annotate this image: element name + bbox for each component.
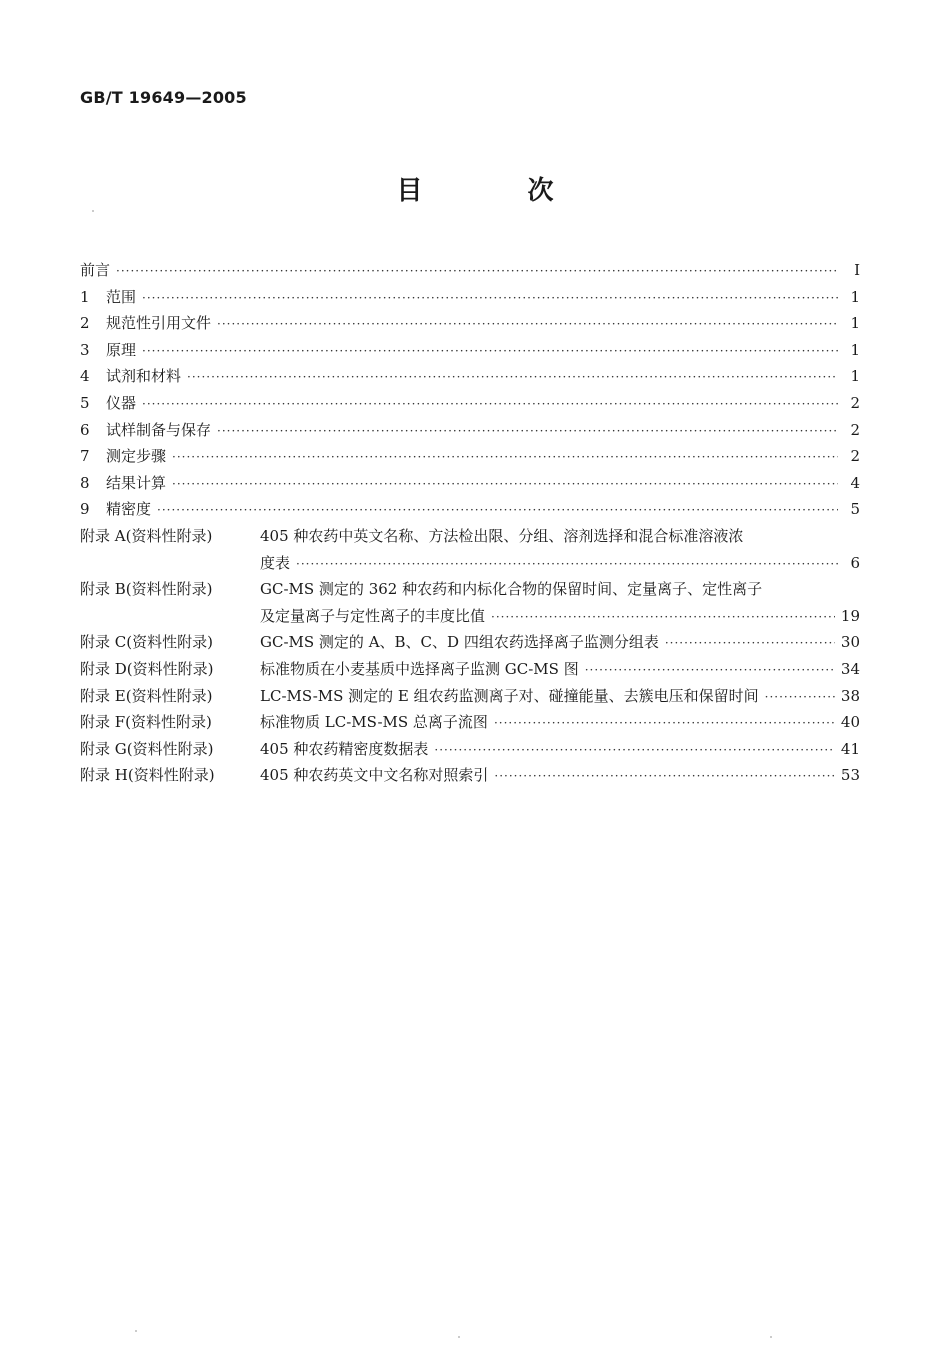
toc-entry-chapter-7[interactable] (80, 443, 860, 470)
toc-entry-annex-d[interactable] (80, 656, 860, 683)
dot-leader (585, 657, 835, 684)
toc-number: 4 (80, 367, 90, 386)
toc-label: 度表 (260, 553, 291, 572)
toc-page-number: 1 (850, 314, 860, 333)
toc-entry-annex-b[interactable] (80, 576, 860, 603)
toc-label: LC-MS-MS 测定的 E 组农药监测离子对、碰撞能量、去簇电压和保留时间 (260, 686, 759, 705)
toc-label: GC-MS 测定的 362 种农药和内标化合物的保留时间、定量离子、定性离子 (260, 580, 763, 599)
toc-number: 8 (80, 473, 90, 492)
toc-entry-annex-c[interactable] (80, 629, 860, 656)
toc-number: 5 (80, 393, 90, 412)
toc-number: 9 (80, 500, 90, 519)
toc-number: 2 (80, 314, 90, 333)
toc-label: 标准物质 LC-MS-MS 总离子流图 (260, 713, 488, 732)
toc-page-number: 30 (840, 633, 860, 652)
scan-speck (92, 210, 94, 212)
dot-leader (157, 497, 838, 524)
standard-code: GB/T 19649—2005 (80, 88, 247, 107)
toc-page-number: 41 (840, 739, 860, 758)
toc-label: 测定步骤 (106, 447, 167, 466)
toc-entry-preface[interactable] (80, 257, 860, 284)
toc-page-number: 5 (850, 500, 860, 519)
toc-entry-annex-a-continued[interactable] (80, 550, 860, 577)
toc-entry-chapter-5[interactable] (80, 390, 860, 417)
toc-page-number: 1 (850, 367, 860, 386)
toc-page-number: 34 (840, 659, 860, 678)
toc-label: 标准物质在小麦基质中选择离子监测 GC-MS 图 (260, 659, 579, 678)
dot-leader (491, 604, 835, 631)
toc-entry-chapter-6[interactable] (80, 417, 860, 444)
scan-speck (770, 1336, 772, 1338)
toc-entry-annex-g[interactable] (80, 736, 860, 763)
scan-speck (458, 1336, 460, 1338)
dot-leader (172, 444, 838, 471)
annex-prefix: 附录 C(资料性附录) (80, 633, 213, 652)
dot-leader (296, 551, 838, 578)
toc-number: 3 (80, 340, 90, 359)
toc-entry-chapter-2[interactable] (80, 310, 860, 337)
toc-label: 规范性引用文件 (106, 314, 212, 333)
dot-leader (187, 364, 838, 391)
toc-page-number: 40 (840, 713, 860, 732)
dot-leader (172, 471, 838, 498)
annex-prefix: 附录 D(资料性附录) (80, 659, 214, 678)
toc-page-number: 53 (840, 766, 860, 785)
dot-leader (765, 684, 835, 711)
toc-page-number: 2 (850, 393, 860, 412)
toc-label: 仪器 (106, 393, 137, 412)
annex-prefix: 附录 F(资料性附录) (80, 713, 212, 732)
toc-page-number: 4 (850, 473, 860, 492)
dot-leader (665, 630, 835, 657)
dot-leader (142, 391, 838, 418)
toc-label: 范围 (106, 287, 137, 306)
toc-number: 7 (80, 447, 90, 466)
toc-page-number: 1 (850, 340, 860, 359)
toc-entry-chapter-3[interactable] (80, 337, 860, 364)
toc-entry-annex-h[interactable] (80, 762, 860, 789)
scan-speck (135, 1330, 137, 1332)
toc-page-number: 2 (850, 420, 860, 439)
toc-entry-chapter-9[interactable] (80, 496, 860, 523)
toc-number: 1 (80, 287, 90, 306)
toc-page-number: 2 (850, 447, 860, 466)
toc-label: 原理 (106, 340, 137, 359)
toc-label: 前言 (80, 261, 111, 279)
toc-page-number: 19 (840, 606, 860, 625)
toc-entry-chapter-4[interactable] (80, 363, 860, 390)
toc-label: 精密度 (106, 500, 152, 519)
toc-page-number: 6 (850, 553, 860, 572)
toc-label: 405 种农药英文中文名称对照索引 (260, 766, 489, 785)
dot-leader (116, 258, 838, 285)
page-title: 目 次 (396, 176, 602, 206)
dot-leader (434, 737, 835, 764)
toc-entry-annex-b-continued[interactable] (80, 603, 860, 630)
annex-prefix: 附录 B(资料性附录) (80, 580, 213, 599)
dot-leader (142, 285, 838, 312)
annex-prefix: 附录 A(资料性附录) (80, 526, 213, 545)
dot-leader (494, 710, 835, 737)
toc-entry-annex-a[interactable] (80, 523, 860, 550)
toc-label: GC-MS 测定的 A、B、C、D 四组农药选择离子监测分组表 (260, 633, 659, 652)
toc-page-number: 38 (840, 686, 860, 705)
toc-entry-annex-f[interactable] (80, 709, 860, 736)
table-of-contents (80, 257, 860, 789)
toc-entry-chapter-8[interactable] (80, 470, 860, 497)
toc-label: 试剂和材料 (106, 367, 182, 386)
dot-leader (217, 311, 838, 338)
toc-entry-chapter-1[interactable] (80, 284, 860, 311)
annex-prefix: 附录 G(资料性附录) (80, 739, 214, 758)
toc-label: 结果计算 (106, 473, 167, 492)
toc-page-number: I (854, 261, 860, 279)
toc-label: 405 种农药中英文名称、方法检出限、分组、溶剂选择和混合标准溶液浓 (260, 526, 744, 545)
dot-leader (494, 763, 835, 790)
annex-prefix: 附录 E(资料性附录) (80, 686, 213, 705)
toc-page-number: 1 (850, 287, 860, 306)
dot-leader (142, 338, 838, 365)
toc-label: 及定量离子与定性离子的丰度比值 (260, 606, 486, 625)
toc-number: 6 (80, 420, 90, 439)
toc-label: 405 种农药精密度数据表 (260, 739, 429, 758)
annex-prefix: 附录 H(资料性附录) (80, 766, 215, 785)
toc-entry-annex-e[interactable] (80, 683, 860, 710)
dot-leader (217, 418, 838, 445)
toc-label: 试样制备与保存 (106, 420, 212, 439)
